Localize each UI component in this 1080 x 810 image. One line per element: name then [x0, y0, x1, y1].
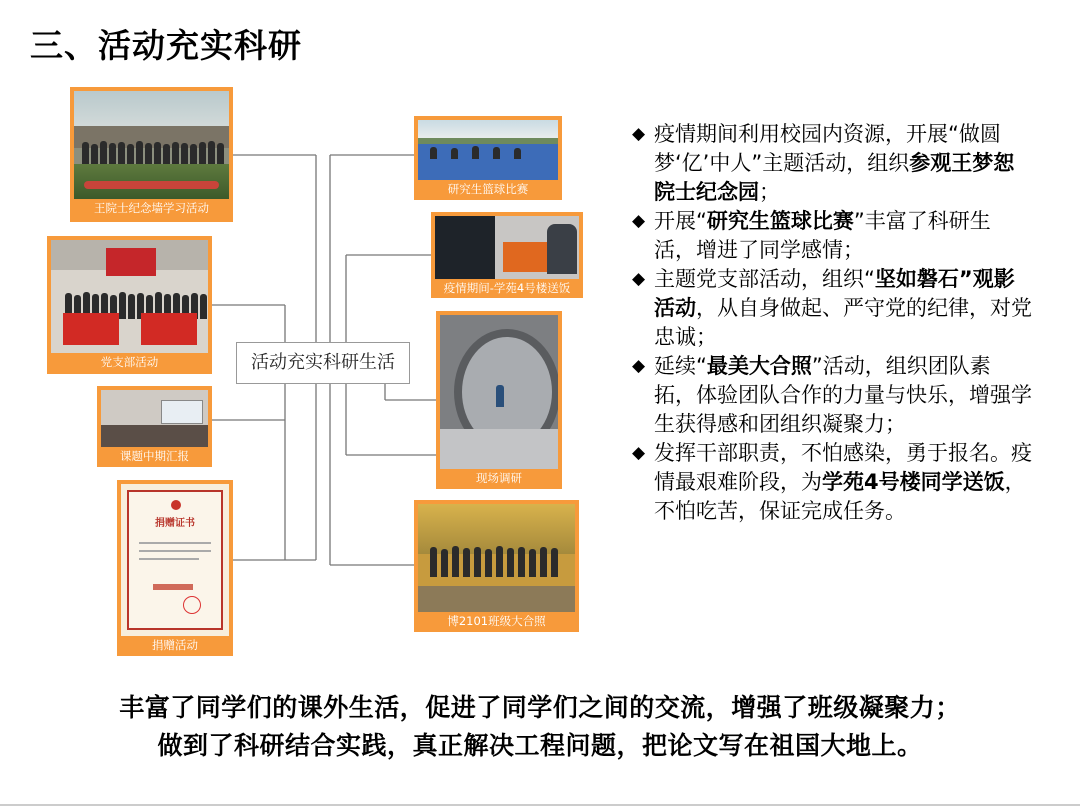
group-photo-caption: 博2101班级大合照 [447, 614, 546, 628]
bullet-highlight: 研究生篮球比赛 [706, 209, 854, 233]
party-photo [51, 240, 208, 353]
bullet-segment: ，不怕吃苦，保证完成任务。 [654, 470, 1026, 523]
delivery-caption: 疫情期间-学苑4号楼送饭 [443, 281, 571, 295]
card-field [436, 311, 562, 489]
bullet-highlight: 最美大合照 [706, 354, 812, 378]
report-caption: 课题中期汇报 [120, 449, 189, 463]
bullet-list [632, 120, 1032, 526]
bullet-highlight: 学苑4号楼同学送饭 [822, 470, 1005, 494]
slide-title: 三、活动充实科研 [30, 26, 302, 65]
party-caption: 党支部活动 [100, 355, 159, 369]
center-label: 活动充实科研生活 [236, 342, 410, 384]
bullet-segment: 延续“ [654, 354, 707, 378]
diamond-bullet-icon: ◆ [632, 356, 646, 376]
bullet-text [654, 352, 1032, 439]
donation-caption: 捐赠活动 [152, 638, 198, 652]
bullet-text [654, 207, 1032, 265]
bullet-segment: ，从自身做起、严守党的纪律，对党忠诚； [654, 296, 1032, 349]
bullet-segment: ”丰富了科研生活，增进了同学感情； [654, 209, 991, 262]
diamond-bullet-icon: ◆ [632, 211, 646, 231]
memorial-photo [74, 91, 229, 199]
diamond-bullet-icon: ◆ [632, 443, 646, 463]
donation-photo [121, 484, 229, 636]
card-memorial [70, 87, 233, 222]
bullet-segment: 开展“ [654, 209, 707, 233]
bullet-segment: 发挥干部职责，不怕感染，勇于报名。疫情最艰难阶段，为 [654, 441, 1032, 494]
group-photo [418, 504, 575, 612]
bullet-item [632, 352, 1032, 439]
bullet-text [654, 120, 1032, 207]
card-donation [117, 480, 233, 656]
bullet-highlight: 坚如磐石”观影活动 [654, 267, 1015, 320]
bullet-item [632, 265, 1032, 352]
bullet-highlight: 参观王梦恕院士纪念园 [654, 151, 1015, 204]
certificate-title: 捐赠证书 [155, 518, 195, 529]
card-basketball [414, 116, 562, 200]
memorial-caption: 王院士纪念墙学习活动 [94, 201, 209, 215]
card-report [97, 386, 212, 467]
basketball-caption: 研究生篮球比赛 [447, 182, 529, 196]
summary-line-1: 丰富了同学们的课外生活，促进了同学们之间的交流，增强了班级凝聚力； [119, 693, 961, 722]
bullet-segment: ； [759, 180, 780, 204]
delivery-photo [435, 216, 579, 279]
basketball-photo [418, 120, 558, 180]
bullet-text [654, 439, 1032, 526]
report-photo [101, 390, 208, 447]
field-photo [440, 315, 558, 469]
diamond-bullet-icon: ◆ [632, 269, 646, 289]
card-delivery [431, 212, 583, 298]
bullet-item [632, 207, 1032, 265]
card-group-photo [414, 500, 579, 632]
bullet-text [654, 265, 1032, 352]
summary-line-2: 做到了科研结合实践，真正解决工程问题，把论文写在祖国大地上。 [157, 731, 923, 760]
diamond-bullet-icon: ◆ [632, 124, 646, 144]
bullet-item [632, 120, 1032, 207]
bullet-item [632, 439, 1032, 526]
bottom-divider [0, 804, 1080, 806]
card-party [47, 236, 212, 374]
bullet-segment: 主题党支部活动，组织“ [654, 267, 875, 291]
bullet-segment: ”活动，组织团队素拓，体验团队合作的力量与快乐，增强学生获得感和团组织凝聚力； [654, 354, 1032, 436]
field-caption: 现场调研 [476, 471, 522, 485]
bullet-segment: 疫情期间利用校园内资源，开展“做圆梦‘亿’中人”主题活动，组织 [654, 122, 1001, 175]
